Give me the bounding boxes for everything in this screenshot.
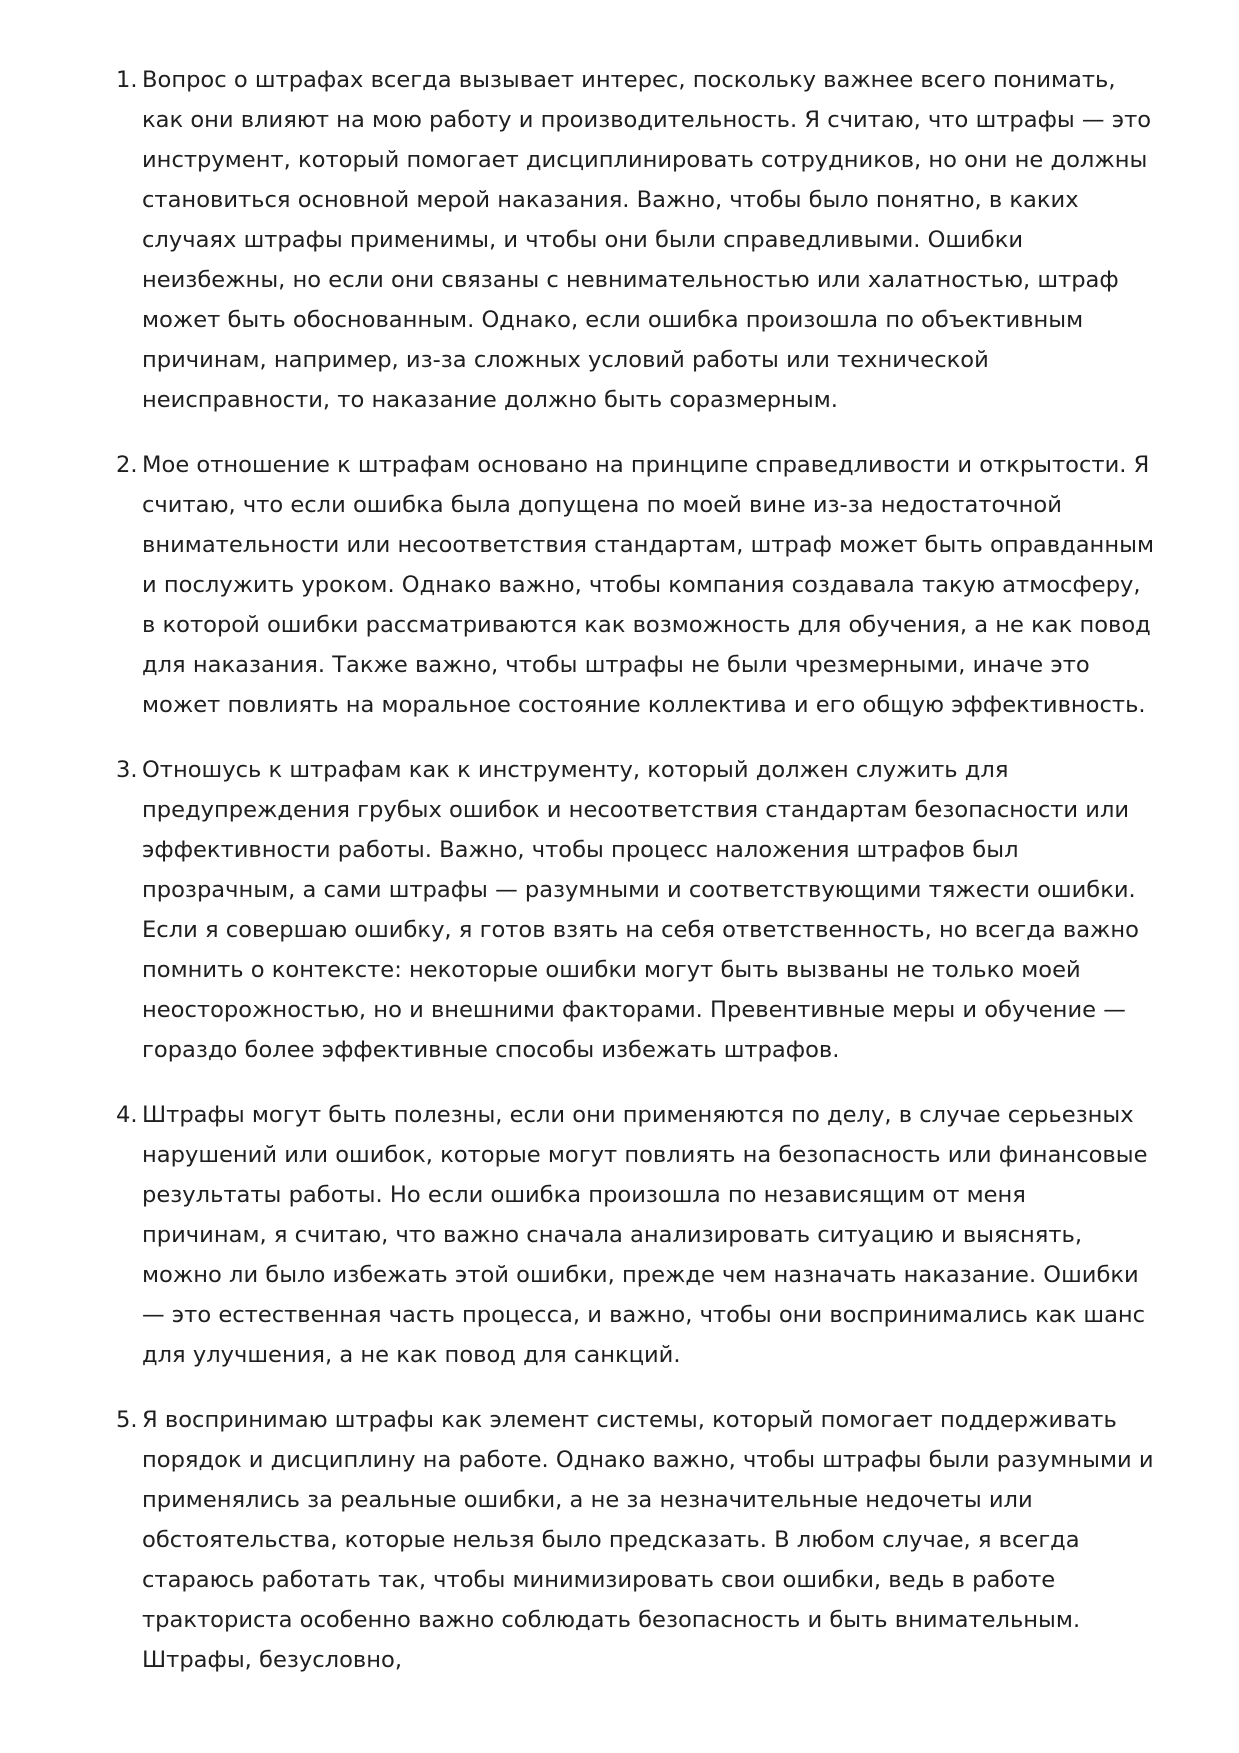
list-item-number: 2.: [116, 452, 138, 478]
numbered-answer-list: [116, 60, 1156, 1705]
list-item: [116, 1095, 1156, 1375]
list-item-text: Мое отношение к штрафам основано на принципе справедливости и открытости. Я считаю, что если ошибка была допущена по моей вине из-за недостаточной внимательности или несоответствия стандартам, штраф может быть оправданным и послужить уроком. Однако важно, чтобы компания создавала такую атмосферу, в которой ошибки рассматриваются как возможность для обучения, а не как повод для наказания. Также важно, чтобы штрафы не были чрезмерными, иначе это может повлиять на моральное состояние коллектива и его общую эффективность.: [142, 452, 1154, 718]
list-item-text: Штрафы могут быть полезны, если они применяются по делу, в случае серьезных нарушений или ошибок, которые могут повлиять на безопасность или финансовые результаты работы. Но если ошибка произошла по независящим от меня причинам, я считаю, что важно сначала анализировать ситуацию и выяснять, можно ли было избежать этой ошибки, прежде чем назначать наказание. Ошибки — это естественная часть процесса, и важно, чтобы они воспринимались как шанс для улучшения, а не как повод для санкций.: [142, 1102, 1148, 1368]
list-item-text: Вопрос о штрафах всегда вызывает интерес, поскольку важнее всего понимать, как они влияют на мою работу и производительность. Я считаю, что штрафы — это инструмент, который помогает дисциплинировать сотрудников, но они не должны становиться основной мерой наказания. Важно, чтобы было понятно, в каких случаях штрафы применимы, и чтобы они были справедливыми. Ошибки неизбежны, но если они связаны с невнимательностью или халатностью, штраф может быть обоснованным. Однако, если ошибка произошла по объективным причинам, например, из-за сложных условий работы или технической неисправности, то наказание должно быть соразмерным.: [142, 67, 1152, 413]
list-item: [116, 750, 1156, 1070]
list-item-number: 4.: [116, 1102, 138, 1128]
list-item-number: 5.: [116, 1407, 138, 1433]
list-item-text: Я воспринимаю штрафы как элемент системы, который помогает поддерживать порядок и дисциплину на работе. Однако важно, чтобы штрафы были разумными и применялись за реальные ошибки, а не за незначительные недочеты или обстоятельства, которые нельзя было предсказать. В любом случае, я всегда стараюсь работать так, чтобы минимизировать свои ошибки, ведь в работе тракториста особенно важно соблюдать безопасность и быть внимательным. Штрафы, безусловно,: [142, 1407, 1154, 1673]
list-item-number: 3.: [116, 757, 138, 783]
list-item: [116, 60, 1156, 420]
list-item-number: 1.: [116, 67, 138, 93]
list-item: [116, 1400, 1156, 1680]
list-item: [116, 445, 1156, 725]
list-item-text: Отношусь к штрафам как к инструменту, который должен служить для предупреждения грубых ошибок и несоответствия стандартам безопасности или эффективности работы. Важно, чтобы процесс наложения штрафов был прозрачным, а сами штрафы — разумными и соответствующими тяжести ошибки. Если я совершаю ошибку, я готов взять на себя ответственность, но всегда важно помнить о контексте: некоторые ошибки могут быть вызваны не только моей неосторожностью, но и внешними факторами. Превентивные меры и обучение — гораздо более эффективные способы избежать штрафов.: [142, 757, 1139, 1063]
